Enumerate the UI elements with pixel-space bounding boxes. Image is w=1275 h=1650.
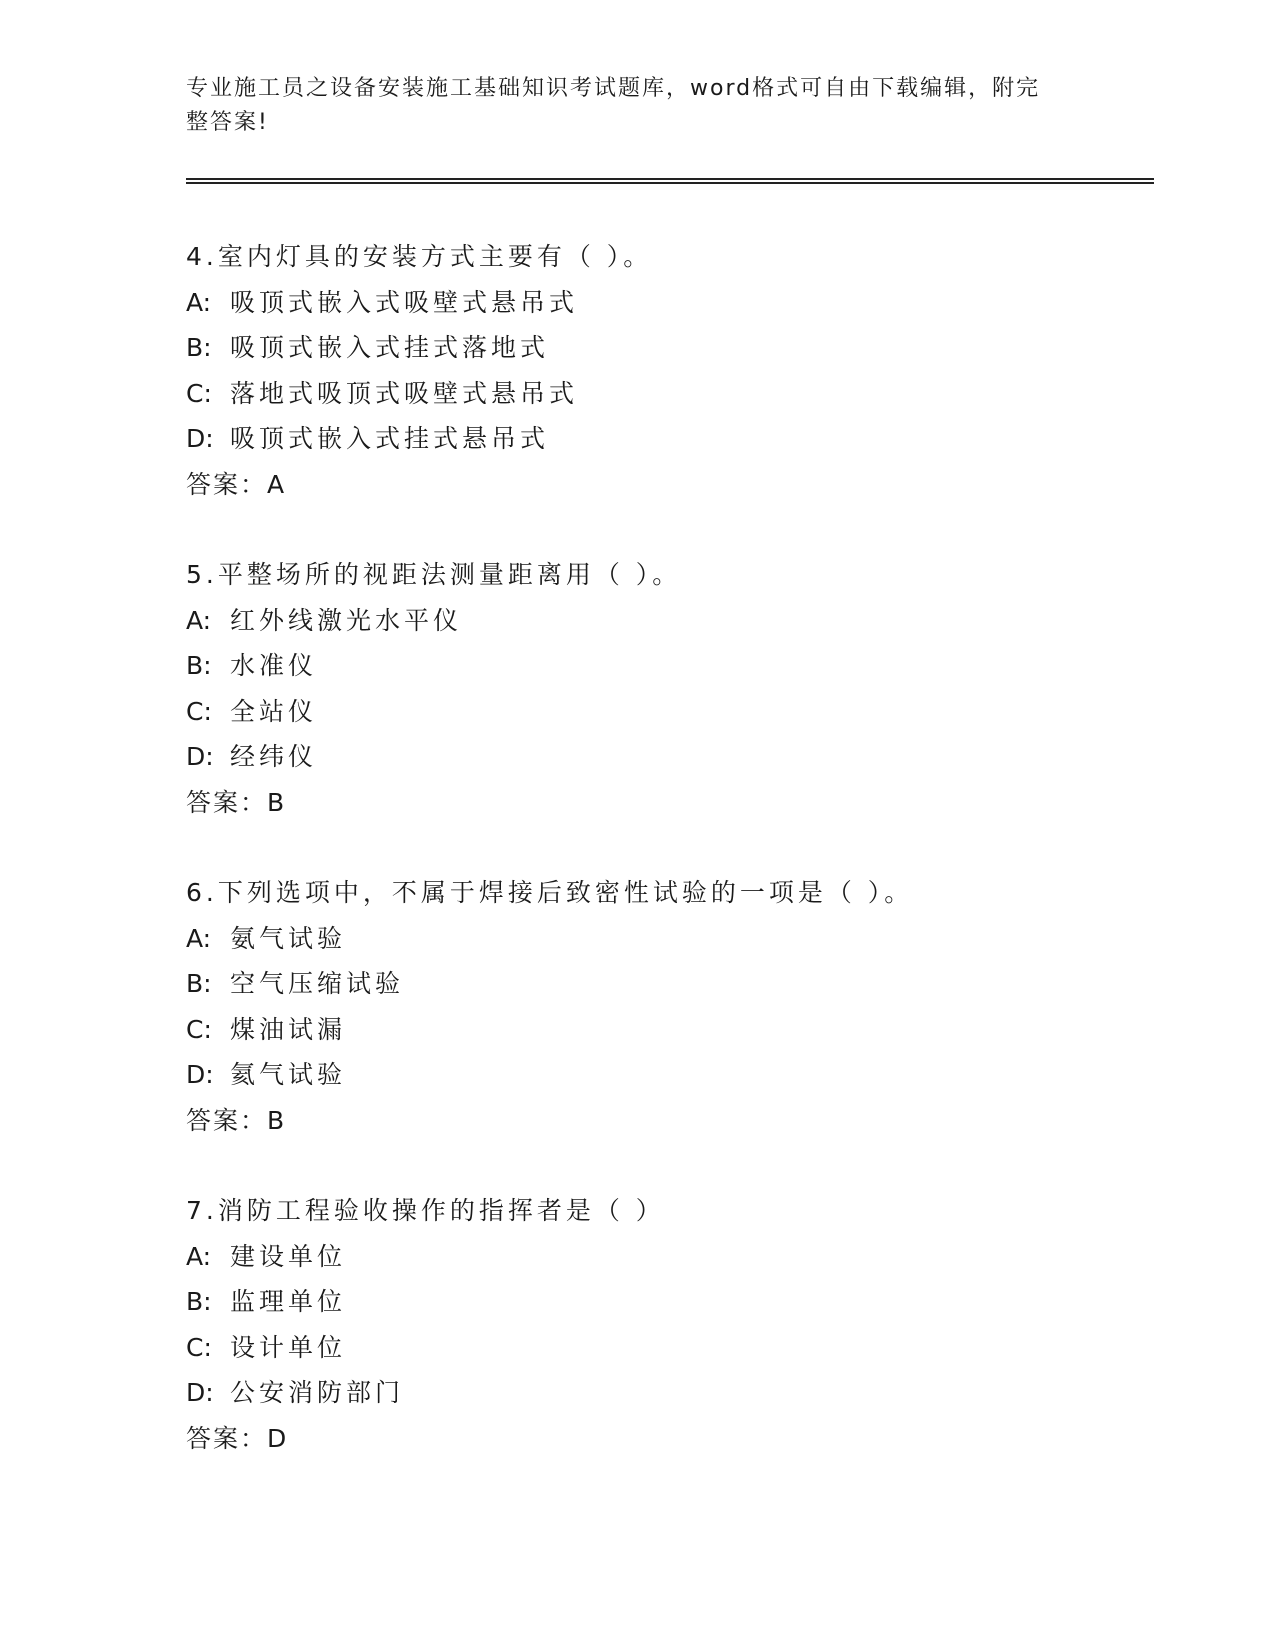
option-label: B: — [186, 1287, 212, 1316]
option-d — [186, 416, 1146, 462]
option-c — [186, 1325, 1146, 1371]
option-label: D: — [186, 1060, 214, 1089]
option-label: D: — [186, 1378, 214, 1407]
option-b — [186, 961, 1146, 1007]
option-text: 建设单位 — [230, 1241, 347, 1271]
option-d — [186, 734, 1146, 780]
option-label: C: — [186, 1014, 212, 1044]
option-text: 吸顶式嵌入式吸壁式悬吊式 — [230, 287, 579, 317]
answer-line: 答案：B — [186, 787, 287, 817]
option-label: C: — [186, 378, 212, 408]
option-text: 落地式吸顶式吸壁式悬吊式 — [230, 378, 579, 408]
option-a — [186, 916, 1146, 962]
option-label: C: — [186, 1332, 212, 1362]
option-text: 设计单位 — [230, 1332, 347, 1362]
option-text: 公安消防部门 — [230, 1378, 405, 1407]
option-text: 红外线激光水平仪 — [230, 605, 463, 635]
option-b — [186, 1279, 1146, 1325]
option-label: A: — [186, 605, 212, 635]
option-label: A: — [186, 923, 212, 953]
question-5 — [186, 552, 1146, 870]
header-line-1: 专业施工员之设备安装施工基础知识考试题库，word格式可自由下载编辑，附完 — [186, 76, 1041, 101]
option-label: D: — [186, 742, 214, 771]
option-text: 水准仪 — [230, 651, 318, 680]
option-a — [186, 598, 1146, 644]
option-text: 煤油试漏 — [230, 1014, 347, 1044]
option-label: B: — [186, 333, 212, 362]
question-stem: 6.下列选项中，不属于焊接后致密性试验的一项是（ ）。 — [186, 878, 914, 907]
option-label: B: — [186, 969, 212, 998]
option-c — [186, 371, 1146, 417]
option-a — [186, 1234, 1146, 1280]
option-c — [186, 689, 1146, 735]
option-text: 空气压缩试验 — [230, 969, 405, 998]
header-line-2: 整答案! — [186, 110, 269, 135]
option-text: 吸顶式嵌入式挂式悬吊式 — [230, 424, 550, 453]
header-divider — [186, 178, 1154, 184]
option-label: C: — [186, 696, 212, 726]
option-text: 氨气试验 — [230, 923, 347, 953]
question-stem: 7.消防工程验收操作的指挥者是（ ） — [186, 1196, 665, 1225]
option-text: 经纬仪 — [230, 742, 318, 771]
option-b — [186, 643, 1146, 689]
option-c — [186, 1007, 1146, 1053]
question-stem: 5.平整场所的视距法测量距离用（ ）。 — [186, 560, 682, 589]
question-list — [186, 234, 1146, 1506]
option-d — [186, 1370, 1146, 1416]
question-6 — [186, 870, 1146, 1188]
option-b — [186, 325, 1146, 371]
answer-line: 答案：D — [186, 1423, 289, 1453]
answer-line: 答案：B — [186, 1105, 287, 1135]
option-text: 全站仪 — [230, 696, 318, 726]
question-stem: 4.室内灯具的安装方式主要有（ ）。 — [186, 242, 653, 271]
option-d — [186, 1052, 1146, 1098]
option-label: A: — [186, 287, 212, 317]
option-a — [186, 280, 1146, 326]
answer-line: 答案：A — [186, 469, 287, 499]
question-7 — [186, 1188, 1146, 1506]
option-text: 监理单位 — [230, 1287, 347, 1316]
option-text: 吸顶式嵌入式挂式落地式 — [230, 333, 550, 362]
option-text: 氦气试验 — [230, 1060, 347, 1089]
question-4 — [186, 234, 1146, 552]
document-header — [186, 72, 1066, 140]
option-label: A: — [186, 1241, 212, 1271]
option-label: B: — [186, 651, 212, 680]
option-label: D: — [186, 424, 214, 453]
